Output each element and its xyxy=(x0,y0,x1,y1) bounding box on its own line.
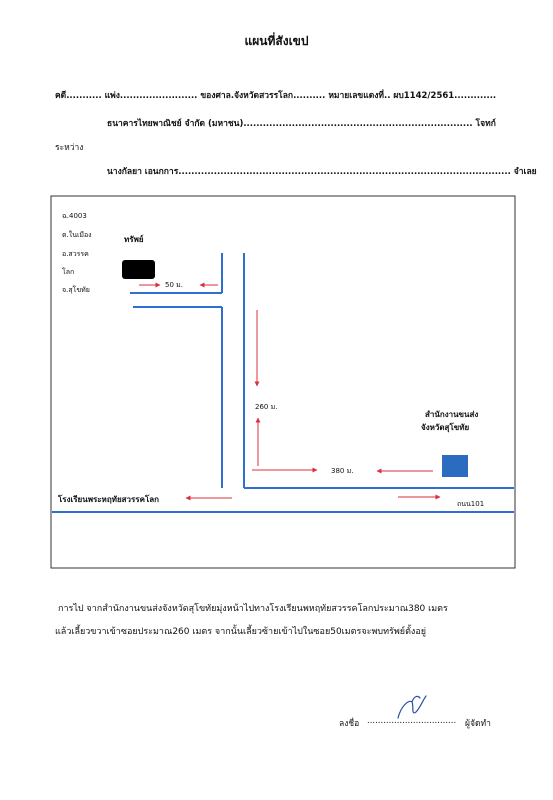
school-label: โรงเรียนพระหฤทัยสวรรคโลก xyxy=(58,495,159,504)
distance-50-label: 50 ม. xyxy=(165,281,183,289)
between-label: ระหว่าง xyxy=(55,143,84,153)
distance-380-label: 380 ม. xyxy=(331,467,354,475)
directions-line-1: การไป จากสำนักงานขนส่งจังหวัดสุโขทัยมุ่งหน้าไปทางโรงเรียนพหฤทัยสวรรคโลกประมาณ380 เมตร xyxy=(58,604,448,614)
address-line: โลก xyxy=(62,268,75,276)
road-101-label: ถนน101 xyxy=(457,500,485,508)
address-line: ต.ในเมือง xyxy=(62,231,92,239)
document-title: แผนที่สังเขป xyxy=(244,34,309,48)
signature-label: ลงชื่อ xyxy=(339,719,360,729)
plaintiff-line: ธนาคารไทยพาณิชย์ จำกัด (มหาชน)....................................................................... โจทก์ xyxy=(107,119,496,129)
address-line: อ.สวรรค xyxy=(62,250,89,258)
signature-role: ผู้จัดทำ xyxy=(465,719,491,729)
directions-line-2: แล้วเลี้ยวขวาเข้าซอยประมาณ260 เมตร จากนั้นเลี้ยวซ้ายเข้าไปในซอย50เมตรจะพบทรัพย์ตั้งอยู่ xyxy=(55,627,426,637)
signature-dots: ................................. xyxy=(367,716,457,726)
defendant-line: นางกัลยา เอนกการ....................................................................................................... จำเลย xyxy=(107,167,537,177)
transport-office-label-1: สำนักงานขนส่ง xyxy=(425,410,479,419)
case-header-line: คดี........... แพ่ง........................ ของศาล.จังหวัดสวรรโลก.......... หมายเลขแดงที่.. ผบ1142/2561............. xyxy=(55,91,497,101)
transport-office-label-2: จังหวัดสุโขทัย xyxy=(421,423,470,432)
property-label: ทรัพย์ xyxy=(124,235,144,244)
distance-260-label: 260 ม. xyxy=(255,403,278,411)
address-line: ฉ.4003 xyxy=(62,212,87,220)
address-line: จ.สุโขทัย xyxy=(62,286,90,294)
